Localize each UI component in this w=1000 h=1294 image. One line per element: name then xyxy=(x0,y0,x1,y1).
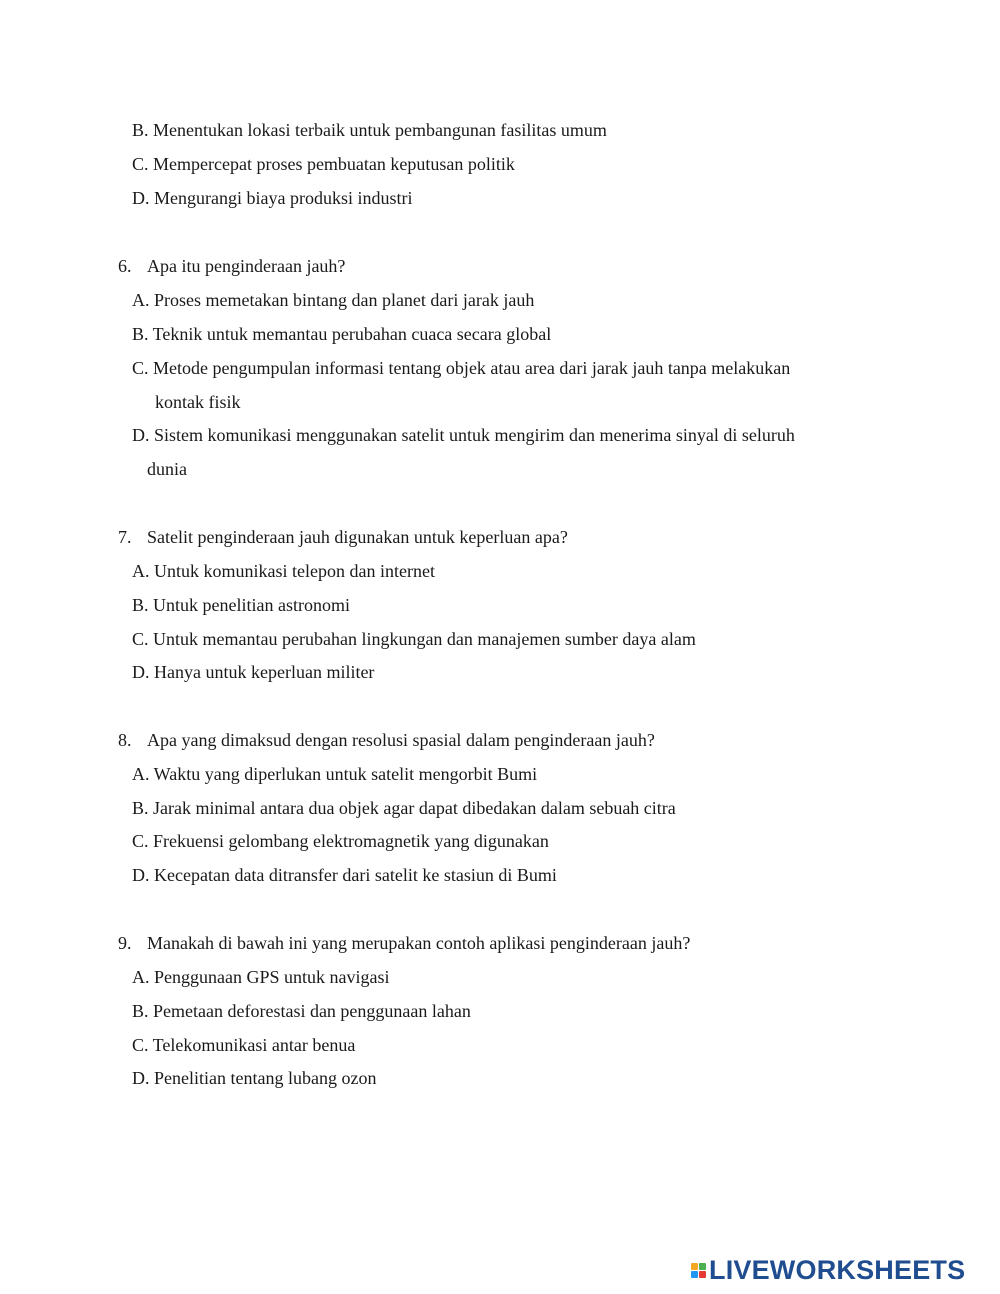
question-number: 9. xyxy=(118,933,132,953)
option-9a: A. Penggunaan GPS untuk navigasi xyxy=(132,967,390,987)
option-5d: D. Mengurangi biaya produksi industri xyxy=(132,188,413,208)
logo-square-icon xyxy=(699,1271,706,1278)
option-6d-continued: dunia xyxy=(147,459,187,479)
option-6c-continued: kontak fisik xyxy=(155,392,241,412)
option-6a: A. Proses memetakan bintang dan planet dari jarak jauh xyxy=(132,290,535,310)
option-9d: D. Penelitian tentang lubang ozon xyxy=(132,1068,377,1088)
logo-square-icon xyxy=(691,1263,698,1270)
option-5c: C. Mempercepat proses pembuatan keputusan politik xyxy=(132,154,515,174)
option-8b: B. Jarak minimal antara dua objek agar dapat dibedakan dalam sebuah citra xyxy=(132,798,676,818)
question-number: 6. xyxy=(118,256,132,276)
question-text: Apa yang dimaksud dengan resolusi spasial dalam penginderaan jauh? xyxy=(147,730,655,750)
option-7a: A. Untuk komunikasi telepon dan internet xyxy=(132,561,435,581)
question-text: Satelit penginderaan jauh digunakan untuk keperluan apa? xyxy=(147,527,568,547)
logo-square-icon xyxy=(691,1271,698,1278)
question-7 xyxy=(118,526,568,548)
option-8c: C. Frekuensi gelombang elektromagnetik yang digunakan xyxy=(132,831,549,851)
question-8 xyxy=(118,729,655,751)
question-9 xyxy=(118,932,690,954)
logo-square-icon xyxy=(699,1263,706,1270)
option-5b: B. Menentukan lokasi terbaik untuk pembangunan fasilitas umum xyxy=(132,120,607,140)
question-6 xyxy=(118,255,345,277)
liveworksheets-logo xyxy=(691,1255,965,1285)
option-8d: D. Kecepatan data ditransfer dari satelit ke stasiun di Bumi xyxy=(132,865,557,885)
logo-text: LIVEWORKSHEETS xyxy=(709,1254,966,1285)
option-7c: C. Untuk memantau perubahan lingkungan dan manajemen sumber daya alam xyxy=(132,629,696,649)
option-6c: C. Metode pengumpulan informasi tentang objek atau area dari jarak jauh tanpa melakukan xyxy=(132,358,791,378)
option-9c: C. Telekomunikasi antar benua xyxy=(132,1035,356,1055)
question-text: Apa itu penginderaan jauh? xyxy=(147,256,346,276)
option-7d: D. Hanya untuk keperluan militer xyxy=(132,662,375,682)
option-8a: A. Waktu yang diperlukan untuk satelit mengorbit Bumi xyxy=(132,764,538,784)
option-6d: D. Sistem komunikasi menggunakan satelit untuk mengirim dan menerima sinyal di seluruh xyxy=(132,425,795,445)
question-text: Manakah di bawah ini yang merupakan contoh aplikasi penginderaan jauh? xyxy=(147,933,691,953)
question-number: 7. xyxy=(118,527,132,547)
liveworksheets-mark-icon xyxy=(691,1263,706,1278)
option-6b: B. Teknik untuk memantau perubahan cuaca secara global xyxy=(132,324,552,344)
question-number: 8. xyxy=(118,730,132,750)
option-7b: B. Untuk penelitian astronomi xyxy=(132,595,350,615)
option-9b: B. Pemetaan deforestasi dan penggunaan lahan xyxy=(132,1001,471,1021)
